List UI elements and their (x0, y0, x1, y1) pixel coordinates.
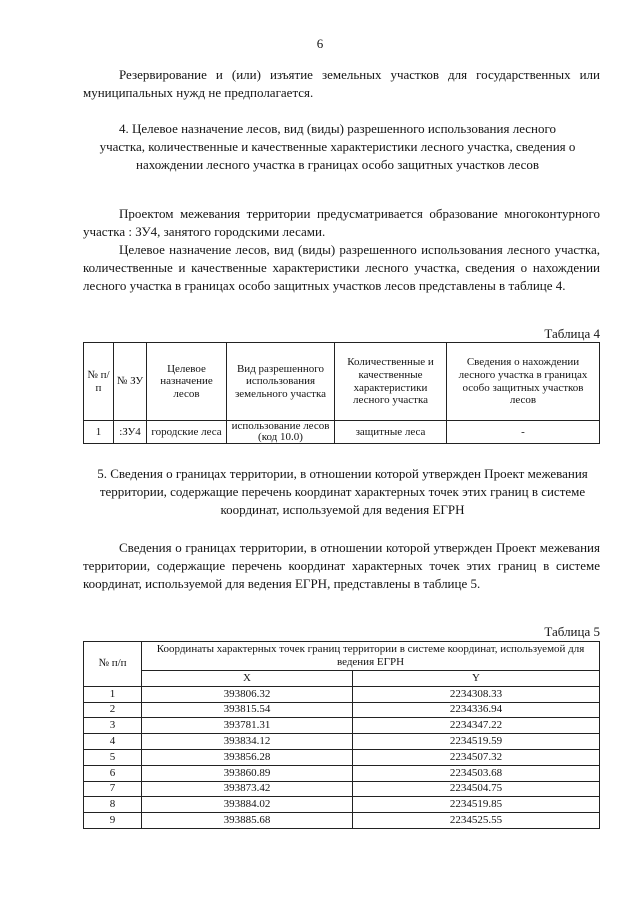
table-cell: :ЗУ4 (114, 421, 147, 444)
table-4-header: Вид разрешенного использования земельного участка (227, 343, 335, 421)
table-5-point-number: 8 (84, 797, 142, 813)
table-5-coord-x: 393815.54 (142, 702, 353, 718)
table-cell: защитные леса (335, 421, 447, 444)
table-4 (83, 342, 600, 444)
table-5-coord-y: 2234503.68 (353, 765, 600, 781)
table-4-header: Количественные и качественные характеристики лесного участка (335, 343, 447, 421)
table-5-header-coordinates: Координаты характерных точек границ территории в системе координат, используемой для ведения ЕГРН (142, 642, 600, 671)
table-row (84, 813, 600, 829)
section-4-heading: 4. Целевое назначение лесов, вид (виды) разрешенного использования лесного участка, количественные и качественные характеристики лесного участка, сведения о нахождении лесного участка в границах особо защитных участков лесов (99, 121, 576, 173)
table-cell: городские леса (147, 421, 227, 444)
table-4-header-row (84, 343, 600, 421)
table-5-axis-row (84, 671, 600, 687)
table-5-coord-x: 393806.32 (142, 686, 353, 702)
table-row (84, 797, 600, 813)
table-4-header: Сведения о нахождении лесного участка в границах особо защитных участков лесов (447, 343, 600, 421)
section-4-paragraph-1: Проектом межевания территории предусматривается образование многоконтурного участка : ЗУ4, занятого городскими лесами. (83, 206, 600, 240)
table-4-header: № п/п (84, 343, 114, 421)
table-5-coord-y: 2234308.33 (353, 686, 600, 702)
table-5-coord-y: 2234507.32 (353, 749, 600, 765)
table-cell: - (447, 421, 600, 444)
table-5-point-number: 6 (84, 765, 142, 781)
table-5-coord-y: 2234519.59 (353, 734, 600, 750)
section-5-paragraph: Сведения о границах территории, в отношении которой утвержден Проект межевания территории, содержащие перечень координат характерных точек этих границ в системе координат, используемой для ведения ЕГРН, представлены в таблице 5. (83, 540, 600, 592)
table-5-point-number: 4 (84, 734, 142, 750)
table-5-coord-y: 2234525.55 (353, 813, 600, 829)
table-cell: использование лесов (код 10.0) (227, 421, 335, 444)
table-row (84, 734, 600, 750)
table-row (84, 765, 600, 781)
table-5-point-number: 2 (84, 702, 142, 718)
table-5-point-number: 7 (84, 781, 142, 797)
table-5-coord-y: 2234504.75 (353, 781, 600, 797)
table-4-header: № ЗУ (114, 343, 147, 421)
table-5-header-x: X (142, 671, 353, 687)
table-5-caption: Таблица 5 (544, 624, 600, 639)
table-5-coord-y: 2234336.94 (353, 702, 600, 718)
table-cell: 1 (84, 421, 114, 444)
table-5-coord-x: 393873.42 (142, 781, 353, 797)
table-5-coord-x: 393884.02 (142, 797, 353, 813)
table-5-coord-x: 393781.31 (142, 718, 353, 734)
page-number: 6 (316, 36, 324, 51)
table-5-coord-y: 2234519.85 (353, 797, 600, 813)
table-5-point-number: 1 (84, 686, 142, 702)
table-5-coord-x: 393834.12 (142, 734, 353, 750)
table-5-point-number: 5 (84, 749, 142, 765)
table-5 (83, 641, 600, 829)
section-5-heading: 5. Сведения о границах территории, в отношении которой утвержден Проект межевания территории, содержащие перечень координат характерных точек этих границ в системе координат, используемой для ведения ЕГРН (97, 466, 588, 518)
table-4-header: Целевое назначение лесов (147, 343, 227, 421)
table-4-caption: Таблица 4 (544, 326, 600, 341)
table-row (84, 749, 600, 765)
reservation-paragraph: Резервирование и (или) изъятие земельных участков для государственных или муниципальных нужд не предполагается. (83, 67, 600, 101)
table-row (84, 421, 600, 444)
table-5-header-num: № п/п (84, 642, 142, 687)
table-row (84, 781, 600, 797)
table-5-point-number: 3 (84, 718, 142, 734)
table-5-header-row (84, 642, 600, 671)
table-row (84, 718, 600, 734)
table-5-coord-y: 2234347.22 (353, 718, 600, 734)
table-row (84, 702, 600, 718)
table-5-header-y: Y (353, 671, 600, 687)
table-5-point-number: 9 (84, 813, 142, 829)
table-5-coord-x: 393856.28 (142, 749, 353, 765)
table-5-coord-x: 393885.68 (142, 813, 353, 829)
section-4-paragraph-2: Целевое назначение лесов, вид (виды) разрешенного использования лесного участка, количественные и качественные характеристики лесного участка, сведения о нахождении лесного участка в границах особо защитных участков лесов представлены в таблице 4. (83, 242, 600, 294)
table-row (84, 686, 600, 702)
table-5-coord-x: 393860.89 (142, 765, 353, 781)
